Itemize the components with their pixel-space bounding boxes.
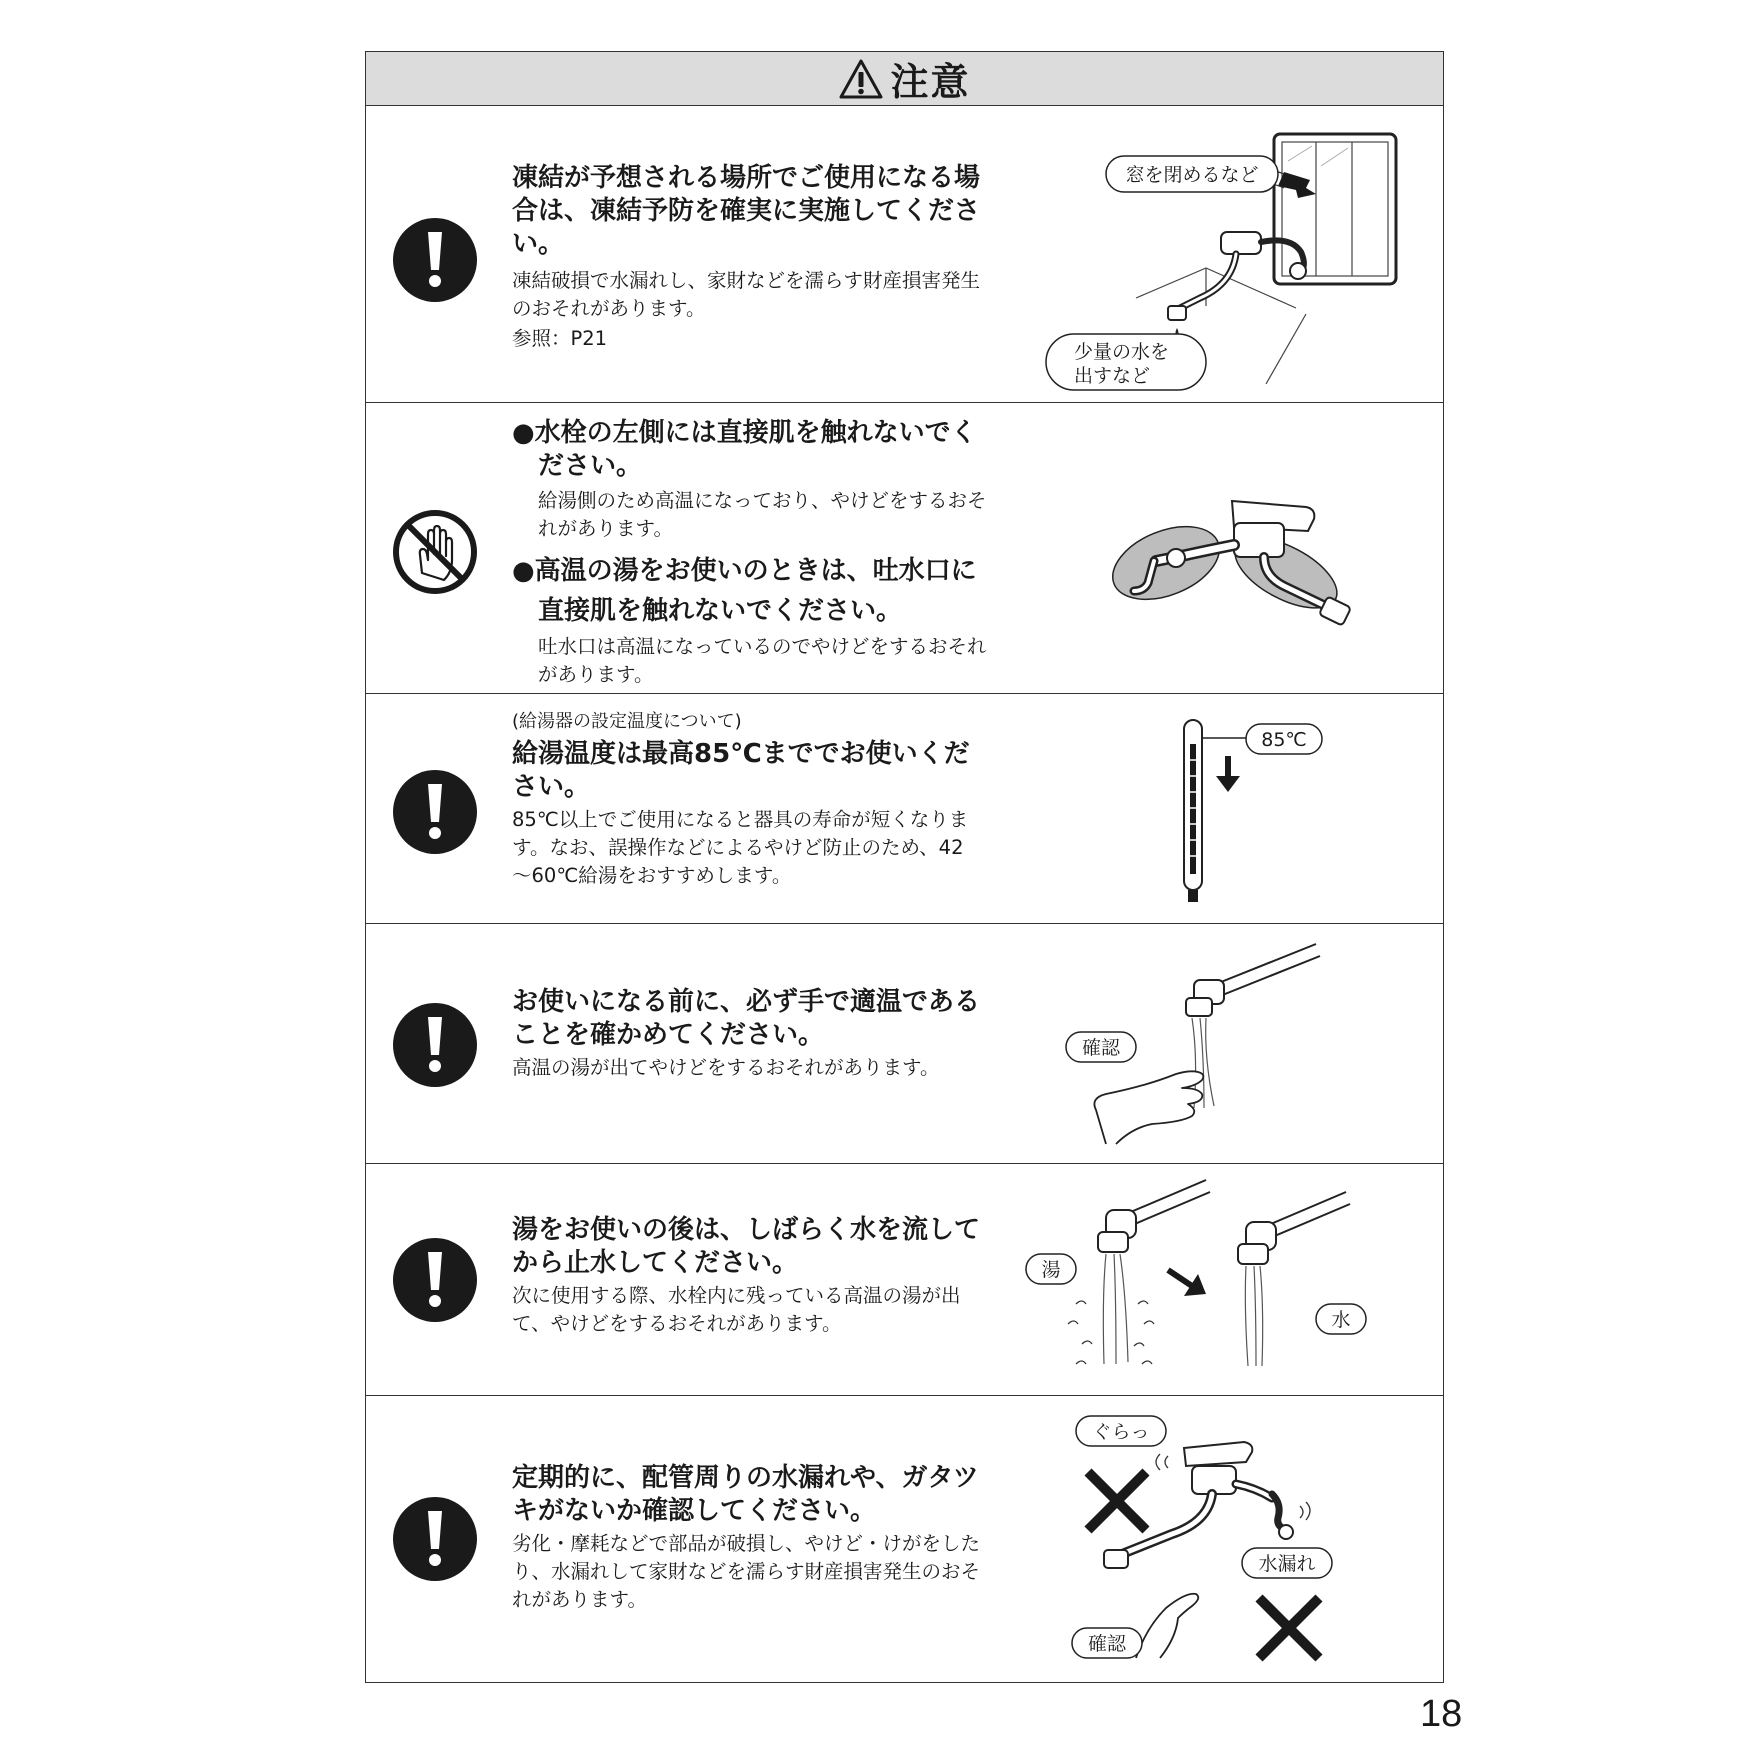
row-body: 凍結破損で水漏れし、家財などを濡らす財産損害発生のおそれがあります。 — [512, 269, 981, 320]
thermometer-illustration — [1016, 714, 1441, 914]
mandatory-action-icon — [392, 1002, 478, 1088]
label-run-water-2: 出すなど — [1074, 365, 1151, 387]
row-text — [512, 986, 982, 1082]
row-heading: お使いになる前に、必ず手で適温であることを確かめてください。 — [512, 987, 981, 1050]
reference-text: 参照：P21 — [512, 327, 608, 350]
bullet-heading-spout: ●高温の湯をお使いのときは、吐水口に直接肌を触れないでください。 — [512, 556, 977, 626]
label-hot: 湯 — [1041, 1259, 1061, 1281]
label-check: 確認 — [1087, 1633, 1127, 1655]
mandatory-action-icon — [392, 1496, 478, 1582]
faucet-freeze-illustration — [1016, 116, 1441, 396]
row-heading: 給湯温度は最高85℃まででお使いください。 — [512, 739, 970, 802]
row-heading: 凍結が予想される場所でご使用になる場合は、凍結予防を確実に実施してください。 — [512, 163, 981, 259]
row-text — [512, 162, 982, 353]
label-85c: 85℃ — [1261, 729, 1307, 751]
row-text — [512, 417, 992, 689]
caution-row-freezing — [366, 106, 1443, 403]
label-cold: 水 — [1331, 1309, 1351, 1331]
caution-row-run-cold — [366, 1164, 1443, 1396]
row-body: 高温の湯が出てやけどをするおそれがあります。 — [512, 1056, 940, 1079]
row-text — [512, 1462, 982, 1614]
label-check: 確認 — [1081, 1037, 1121, 1059]
row-prefix: (給湯器の設定温度について) — [512, 711, 742, 732]
leak-wobble-illustration — [1016, 1408, 1441, 1678]
do-not-touch-icon — [392, 509, 478, 595]
caution-row-periodic-check — [366, 1396, 1443, 1683]
bullet-body-spout: 吐水口は高温になっているのでやけどをするおそれがあります。 — [538, 635, 987, 686]
row-body: 85℃以上でご使用になると器具の寿命が短くなります。なお、誤操作などによるやけど防止のため、42～60℃給湯をおすすめします。 — [512, 808, 969, 887]
label-wobble: ぐらっ — [1092, 1421, 1150, 1443]
row-heading: 湯をお使いの後は、しばらく水を流してから止水してください。 — [512, 1215, 981, 1278]
hand-under-water-illustration — [1016, 934, 1441, 1159]
bullet-heading-left-side: ●水栓の左側には直接肌を触れないでください。 — [512, 418, 977, 481]
row-text — [512, 710, 982, 890]
caution-row-temperature — [366, 694, 1443, 924]
row-heading: 定期的に、配管周りの水漏れや、ガタツキがないか確認してください。 — [512, 1463, 979, 1526]
row-text — [512, 1214, 982, 1338]
mandatory-action-icon — [392, 217, 478, 303]
label-leak: 水漏れ — [1258, 1553, 1316, 1575]
row-body: 劣化・摩耗などで部品が破損し、やけど・けがをしたり、水漏れして家財などを濡らす財産損害発生のおそれがあります。 — [512, 1532, 981, 1611]
caution-header — [366, 52, 1443, 106]
hot-to-cold-illustration — [1016, 1174, 1441, 1389]
mandatory-action-icon — [392, 769, 478, 855]
mandatory-action-icon — [392, 1237, 478, 1323]
warning-triangle-icon — [838, 58, 884, 100]
caution-row-no-touch — [366, 403, 1443, 694]
label-run-water-1: 少量の水を — [1074, 341, 1170, 363]
label-close-window: 窓を閉めるなど — [1125, 164, 1259, 186]
bullet-body-left-side: 給湯側のため高温になっており、やけどをするおそれがあります。 — [538, 489, 987, 540]
page-number: 18 — [1420, 1693, 1463, 1735]
caution-row-check-temp — [366, 924, 1443, 1164]
faucet-hot-zones-illustration — [1016, 423, 1441, 673]
caution-title: 注意 — [890, 60, 971, 104]
caution-panel — [365, 51, 1444, 1683]
row-body: 次に使用する際、水栓内に残っている高温の湯が出て、やけどをするおそれがあります。 — [512, 1284, 961, 1335]
